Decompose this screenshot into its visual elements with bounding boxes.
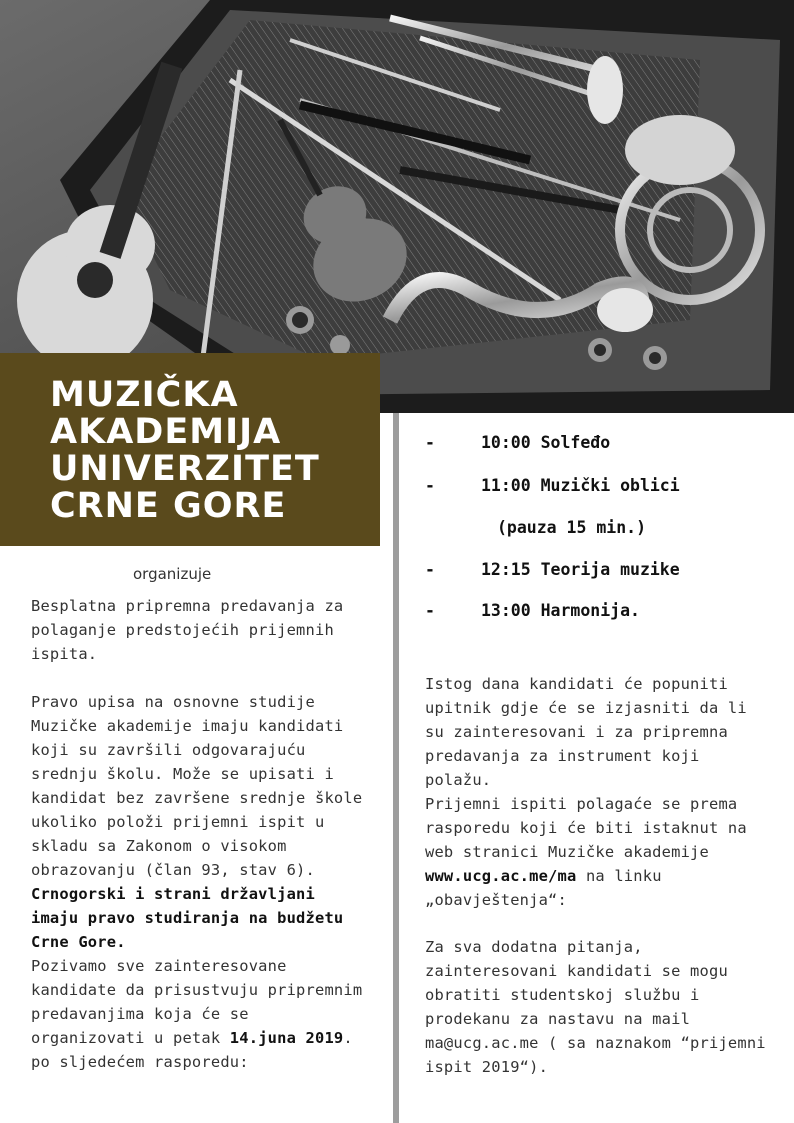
column-divider: [393, 413, 399, 1123]
admission-bold-text: Crnogorski i strani državljani imaju pravo studiranja na budžetu Crne Gore.: [31, 885, 344, 951]
questionnaire-paragraph: Istog dana kandidati će popuniti upitnik gdje će se izjasniti da li su zainteresovani i za pripremna predavanja za instrument koji polažu.: [425, 675, 747, 789]
title-line-4: CRNE GORE: [50, 486, 287, 526]
admission-text: Pravo upisa na osnovne studije Muzičke akademije imaju kandidati koji su završili odgovarajuću srednju školu. Može se upisati i kandidat bez završene srednje škole ukoliko položi prijemni ispit u skladu sa Zakonom o visokom obrazovanju (član 93, stav 6).: [31, 693, 363, 879]
schedule-dash-1: -: [425, 433, 435, 452]
instruments-illustration: [0, 0, 794, 413]
title-line-2: AKADEMIJA: [50, 412, 282, 452]
invitation-text-end: . po sljedećem rasporedu:: [31, 1029, 353, 1071]
hero-photo: [0, 0, 794, 413]
organizer-label: organizuje: [133, 565, 212, 583]
schedule-pause: (pauza 15 min.): [497, 518, 647, 537]
exam-schedule-paragraph: [425, 792, 770, 912]
schedule-dash-2: -: [425, 476, 435, 495]
exam-schedule-text-end: na linku „obavještenja“:: [425, 867, 662, 909]
invitation-text: Pozivamo sve zainteresovane kandidate da prisustvuju pripremnim predavanjima koja će se organizovati u petak: [31, 957, 363, 1047]
title-block: [0, 353, 380, 546]
schedule-dash-4: -: [425, 601, 435, 620]
contact-paragraph: Za sva dodatna pitanja, zainteresovani kandidati se mogu obratiti studentskoj službu i prodekanu za nastavu na mail ma@ucg.ac.me ( sa naznakom “prijemni ispit 2019“).: [425, 938, 766, 1076]
admission-paragraph: [31, 690, 371, 954]
title-line-1: MUZIČKA: [50, 375, 239, 415]
schedule-item-4: 13:00 Harmonija.: [481, 601, 640, 620]
schedule-item-3: 12:15 Teorija muzike: [481, 560, 680, 579]
schedule-item-2: 11:00 Muzički oblici: [481, 476, 680, 495]
title-line-3: UNIVERZITET: [50, 449, 320, 489]
invitation-date: 14.juna 2019: [229, 1029, 344, 1047]
exam-schedule-text: Prijemni ispiti polagaće se prema rasporedu koji će biti istaknut na web stranici Muzičke akademije: [425, 795, 747, 861]
schedule-dash-3: -: [425, 560, 435, 579]
schedule-item-1: 10:00 Solfeđo: [481, 433, 611, 452]
website-link[interactable]: www.ucg.ac.me/ma: [425, 867, 577, 885]
invitation-paragraph: [31, 954, 371, 1074]
intro-paragraph: Besplatna pripremna predavanja za polaganje predstojećih prijemnih ispita.: [31, 597, 344, 663]
